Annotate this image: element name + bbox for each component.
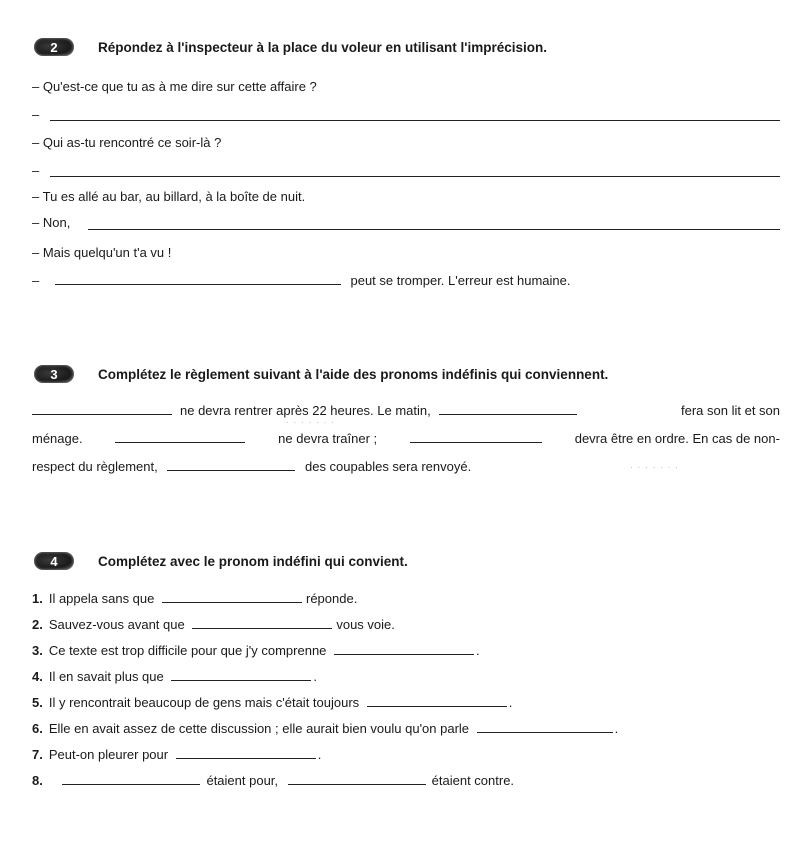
item-text-a: Peut-on pleurer pour (48, 747, 169, 762)
exercise-4-item-2 (32, 616, 395, 634)
exercise-2-question-1: – Qu'est-ce que tu as à me dire sur cette affaire ? (32, 79, 317, 94)
exercise-3-line-3 (32, 458, 471, 476)
exercise-3-line-1 (32, 402, 780, 420)
exercise-3-text-1: ne devra rentrer après 22 heures. Le matin, (180, 403, 431, 418)
item-text-b: . (508, 695, 513, 710)
exercise-4-item-3 (32, 642, 480, 660)
exercise-3-blank-5[interactable] (167, 458, 295, 471)
exercise-2-answer-2-line[interactable] (50, 176, 780, 177)
item-blank[interactable] (334, 642, 474, 655)
item-text-b: étaient pour, (206, 773, 279, 788)
exercise-3-text-6: respect du règlement, (32, 459, 158, 474)
item-text-b: vous voie. (336, 617, 395, 632)
exercise-4-item-8 (32, 772, 514, 790)
item-number: 3. (32, 643, 43, 658)
exercise-2-answer-3-line[interactable] (88, 229, 780, 230)
exercise-3-text-7: des coupables sera renvoyé. (304, 459, 472, 474)
exercise-3-badge (34, 365, 74, 383)
item-number: 7. (32, 747, 43, 762)
item-number: 8. (32, 773, 43, 788)
exercise-2-answer-2-dash: – (32, 163, 40, 178)
item-text-a: Sauvez-vous avant que (48, 617, 185, 632)
exercise-3-text-5: devra être en ordre. En cas de non- (574, 431, 780, 446)
exercise-2-question-2: – Qui as-tu rencontré ce soir-là ? (32, 135, 222, 150)
exercise-2-answer-4 (32, 272, 570, 290)
item-blank-2[interactable] (288, 772, 426, 785)
item-text-b: réponde. (306, 591, 358, 606)
ghost-handwriting-2: · · · · · · · (630, 462, 679, 472)
exercise-4-item-6 (32, 720, 618, 738)
exercise-3-blank-3[interactable] (115, 430, 245, 443)
ghost-handwriting-1: · · · · · · · (286, 417, 335, 427)
exercise-4-badge (34, 552, 74, 570)
exercise-2-question-4: – Mais quelqu'un t'a vu ! (32, 245, 172, 260)
exercise-4-item-4 (32, 668, 317, 686)
item-text-b: . (476, 643, 480, 658)
item-number: 6. (32, 721, 43, 736)
item-blank[interactable] (171, 668, 311, 681)
exercise-2-title: Répondez à l'inspecteur à la place du voleur en utilisant l'imprécision. (98, 39, 548, 55)
item-text-a: Il appela sans que (48, 591, 155, 606)
item-blank[interactable] (367, 694, 507, 707)
exercise-2-answer-4-blank[interactable] (55, 272, 341, 285)
exercise-3-number: 3 (50, 366, 58, 382)
exercise-2-answer-3-prefix: – Non, (32, 215, 71, 230)
exercise-3-line-2 (32, 430, 780, 448)
item-text-b: . (313, 669, 317, 684)
item-text-a: Elle en avait assez de cette discussion ; elle aurait bien voulu qu'on parle (48, 721, 470, 736)
exercise-3-blank-4[interactable] (410, 430, 542, 443)
item-text-b: . (317, 747, 322, 762)
exercise-4-title: Complétez avec le pronom indéfini qui convient. (98, 553, 408, 569)
item-text-a: Ce texte est trop difficile pour que j'y comprenne (48, 643, 327, 658)
exercise-2-number: 2 (50, 39, 58, 55)
item-text-c: étaient contre. (431, 773, 515, 788)
exercise-2-answer-4-tail: peut se tromper. L'erreur est humaine. (350, 273, 571, 288)
item-text-a: Il y rencontrait beaucoup de gens mais c'était toujours (48, 695, 360, 710)
item-number: 5. (32, 695, 43, 710)
item-blank[interactable] (162, 590, 302, 603)
exercise-4-item-1 (32, 590, 357, 608)
exercise-4-item-7 (32, 746, 321, 764)
exercise-4-number: 4 (50, 553, 58, 569)
exercise-3-text-2: fera son lit et son (681, 403, 780, 418)
item-blank[interactable] (62, 772, 200, 785)
item-blank[interactable] (477, 720, 613, 733)
exercise-2-question-3: – Tu es allé au bar, au billard, à la boîte de nuit. (32, 189, 306, 204)
exercise-2-answer-1-line[interactable] (50, 120, 780, 121)
item-number: 1. (32, 591, 43, 606)
exercise-3-title: Complétez le règlement suivant à l'aide des pronoms indéfinis qui conviennent. (98, 366, 609, 382)
exercise-4-header (34, 551, 408, 571)
item-text-a: Il en savait plus que (48, 669, 164, 684)
exercise-2-header (34, 37, 547, 57)
item-number: 4. (32, 669, 43, 684)
exercise-3-blank-1[interactable] (32, 402, 172, 415)
exercise-2-badge (34, 38, 74, 56)
exercise-3-header (34, 364, 608, 384)
item-blank[interactable] (192, 616, 332, 629)
item-text-b: . (614, 721, 619, 736)
exercise-3-text-4: ne devra traîner ; (278, 431, 378, 446)
item-number: 2. (32, 617, 43, 632)
exercise-2-answer-4-dash: – (32, 273, 40, 288)
exercise-3-blank-2[interactable] (439, 402, 577, 415)
exercise-4-item-5 (32, 694, 512, 712)
item-blank[interactable] (176, 746, 316, 759)
exercise-3-text-3: ménage. (32, 431, 83, 446)
exercise-2-answer-1-dash: – (32, 107, 40, 122)
